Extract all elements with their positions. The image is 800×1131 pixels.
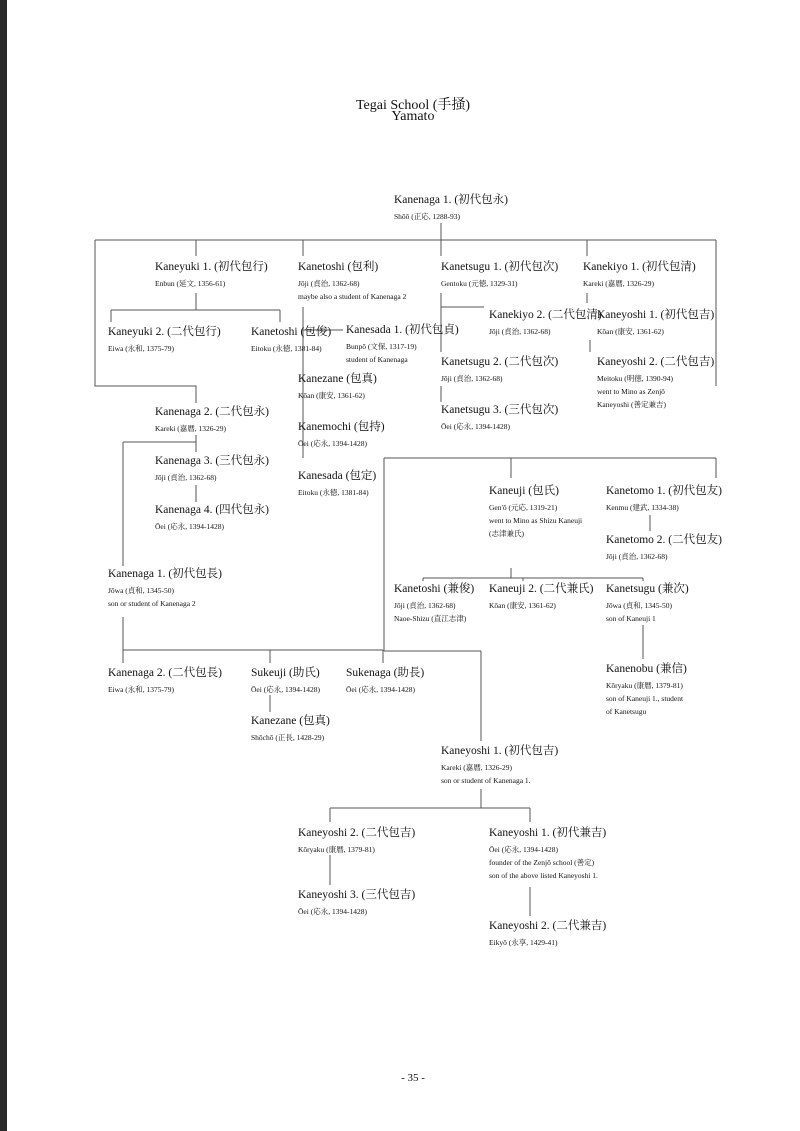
node-note: Kaneyoshi (善定兼吉) [597, 400, 666, 409]
node-kanezane-包真-2 [251, 715, 330, 743]
node-era: Kōryaku (康暦, 1379-81) [298, 845, 375, 854]
node-name: Kaneyoshi 2. (二代包吉) [298, 827, 416, 839]
node-name: Kanetsugu 3. (三代包次) [441, 404, 559, 416]
node-era: Kōan (康安, 1361-62) [489, 601, 556, 610]
node-era: Meitoku (明徳, 1390-94) [597, 374, 674, 383]
node-kaneyoshi-2-包吉-kanekiyo [597, 356, 714, 410]
node-kaneyoshi-1-包吉-kanekiyo [597, 309, 714, 337]
node-kaneyuki-2 [108, 326, 221, 354]
node-kaneyoshi-3-包吉 [298, 889, 415, 917]
node-era: Ōei (応永, 1394-1428) [298, 439, 367, 448]
node-name: Kanetomo 2. (二代包友) [606, 534, 722, 546]
node-name: Kaneyoshi 2. (二代包吉) [597, 356, 715, 368]
node-name: Kanetoshi (包俊) [251, 326, 332, 338]
node-name: Sukeuji (助氏) [251, 667, 320, 679]
node-kanenaga-1-包長 [108, 568, 222, 609]
node-era: Kōryaku (康暦, 1379-81) [606, 681, 683, 690]
node-name: Kaneyoshi 1. (初代兼吉) [489, 827, 607, 839]
node-name: Kanenaga 1. (初代包長) [108, 568, 223, 580]
node-name: Kanenaga 4. (四代包永) [155, 504, 270, 516]
node-name: Kaneyuki 2. (二代包行) [108, 326, 221, 338]
node-note: maybe also a student of Kanenaga 2 [298, 292, 407, 301]
page-subtitle: Yamato [391, 109, 435, 124]
node-sukeuji [251, 667, 320, 695]
node-era: Jōji (貞治, 1362-68) [606, 552, 668, 561]
node-name: Kanenaga 1. (初代包永) [394, 194, 509, 206]
node-name: Kanenaga 2. (二代包永) [155, 406, 270, 418]
node-note: went to Mino as Zenjō [597, 387, 665, 396]
node-name: Kaneyuki 1. (初代包行) [155, 261, 268, 273]
page-title: Tegai School (手掻) [355, 98, 471, 113]
node-note: son or student of Kanenaga 2 [108, 599, 196, 608]
node-note: son or student of Kanenaga 1. [441, 776, 531, 785]
node-name: Kanenobu (兼信) [606, 663, 687, 675]
node-kanenobu [606, 663, 687, 717]
node-era: Eiwa (永和, 1375-79) [108, 344, 175, 353]
node-era: Kareki (嘉暦, 1326-29) [155, 424, 227, 433]
node-era: Jōji (貞治, 1362-68) [489, 327, 551, 336]
node-era: Kōan (康安, 1361-62) [597, 327, 664, 336]
node-era: Jōji (貞治, 1362-68) [441, 374, 503, 383]
node-kanetsugu-3 [441, 404, 558, 432]
node-name: Kanesada (包定) [298, 470, 377, 482]
node-name: Kanesada 1. (初代包貞) [346, 324, 459, 336]
node-kaneyoshi-2-包吉 [298, 827, 415, 855]
node-kanetsugu-2 [441, 356, 558, 384]
node-kaneuji [489, 485, 582, 539]
node-era: Ōei (応永, 1394-1428) [346, 685, 415, 694]
node-kanenaga-4 [155, 504, 269, 532]
node-era: Jōwa (貞和, 1345-50) [108, 586, 175, 595]
node-era: Kōan (康安, 1361-62) [298, 391, 365, 400]
node-note: founder of the Zenjō school (善定) [489, 858, 595, 867]
node-name: Kaneyoshi 3. (三代包吉) [298, 889, 416, 901]
node-kanekiyo-1 [583, 261, 696, 289]
node-name: Kanekiyo 1. (初代包清) [583, 261, 696, 273]
node-era: Jōji (貞治, 1362-68) [298, 279, 360, 288]
node-name: Kanetomo 1. (初代包友) [606, 485, 722, 497]
node-era: Enbun (延文, 1356-61) [155, 279, 226, 288]
node-era: Eitoku (永徳, 1381-84) [251, 344, 322, 353]
node-name: Kanetoshi (兼俊) [394, 583, 475, 595]
node-kanenaga-2 [155, 406, 269, 434]
node-name: Sukenaga (助長) [346, 667, 425, 679]
node-kanezane-包真-1 [298, 373, 377, 401]
node-name: Kanezane (包真) [251, 715, 330, 727]
node-era: Ōei (応永, 1394-1428) [441, 422, 510, 431]
node-kanetsugu-兼次 [606, 583, 689, 624]
node-kanemochi [298, 421, 385, 449]
node-name: Kaneyoshi 2. (二代兼吉) [489, 920, 607, 932]
node-note: son of Kaneuji 1., student [606, 694, 684, 703]
node-kanenaga-2-包長 [108, 667, 222, 695]
node-era: Gen'ō (元応, 1319-21) [489, 503, 558, 512]
page-number: - 35 - [401, 1072, 425, 1084]
node-era: Ōei (応永, 1394-1428) [155, 522, 224, 531]
node-kanekiyo-2 [489, 309, 602, 337]
node-era: Eikyō (永享, 1429-41) [489, 938, 558, 947]
node-kanetoshi-包利 [298, 261, 406, 302]
node-era: Shōō (正応, 1288-93) [394, 212, 461, 221]
node-name: Kaneyoshi 1. (初代包吉) [441, 745, 559, 757]
node-era: Ōei (応永, 1394-1428) [489, 845, 558, 854]
node-kanetomo-1 [606, 485, 722, 513]
node-kanenaga-1 [394, 194, 508, 222]
node-name: Kaneyoshi 1. (初代包吉) [597, 309, 715, 321]
node-name: Kanenaga 2. (二代包長) [108, 667, 223, 679]
node-era: Ōei (応永, 1394-1428) [251, 685, 320, 694]
node-era: Gentoku (元徳, 1329-31) [441, 279, 518, 288]
node-name: Kanenaga 3. (三代包永) [155, 455, 270, 467]
node-sukenaga [346, 667, 424, 695]
node-note: son of the above listed Kaneyoshi 1. [489, 871, 598, 880]
node-note: son of Kaneuji 1 [606, 614, 656, 623]
node-era: Kenmu (建武, 1334-38) [606, 503, 679, 512]
node-name: Kanemochi (包持) [298, 421, 385, 433]
node-kanenaga-3 [155, 455, 269, 483]
node-note: (志津兼氏) [489, 529, 524, 538]
node-kanetoshi-包俊 [251, 326, 331, 354]
node-era: Jōwa (貞和, 1345-50) [606, 601, 673, 610]
node-kaneyoshi-1-包吉 [441, 745, 558, 786]
node-note: student of Kanenaga [346, 355, 408, 364]
node-note: of Kanetsugu [606, 707, 647, 716]
node-era: Eiwa (永和, 1375-79) [108, 685, 175, 694]
node-kaneyoshi-2-兼吉 [489, 920, 606, 948]
node-era: Jōji (貞治, 1362-68) [155, 473, 217, 482]
node-kanetomo-2 [606, 534, 722, 562]
node-kanetoshi-兼俊 [394, 583, 474, 624]
node-name: Kanetsugu 1. (初代包次) [441, 261, 559, 273]
node-kaneyoshi-1-兼吉 [489, 827, 606, 881]
node-era: Eitoku (永徳, 1381-84) [298, 488, 369, 497]
node-era: Jōji (貞治, 1362-68) [394, 601, 456, 610]
node-kaneyuki-1 [155, 261, 268, 289]
node-note: went to Mino as Shizu Kaneuji [489, 516, 583, 525]
node-era: Kareki (嘉暦, 1326-29) [441, 763, 513, 772]
node-era: Bunpō (文保, 1317-19) [346, 342, 417, 351]
node-kanetsugu-1 [441, 261, 558, 289]
node-name: Kanekiyo 2. (二代包清) [489, 309, 602, 321]
node-kanesada [298, 470, 376, 498]
node-name: Kaneuji 2. (二代兼氏) [489, 583, 594, 595]
node-era: Ōei (応永, 1394-1428) [298, 907, 367, 916]
node-kaneuji-2 [489, 583, 593, 611]
node-name: Kanezane (包真) [298, 373, 377, 385]
node-name: Kaneuji (包氏) [489, 485, 559, 497]
node-era: Kareki (嘉暦, 1326-29) [583, 279, 655, 288]
node-name: Kanetsugu (兼次) [606, 583, 689, 595]
node-name: Kanetoshi (包利) [298, 261, 379, 273]
node-name: Kanetsugu 2. (二代包次) [441, 356, 559, 368]
node-era: Shōchō (正長, 1428-29) [251, 733, 325, 742]
node-note: Naoe-Shizu (直江志津) [394, 614, 467, 623]
